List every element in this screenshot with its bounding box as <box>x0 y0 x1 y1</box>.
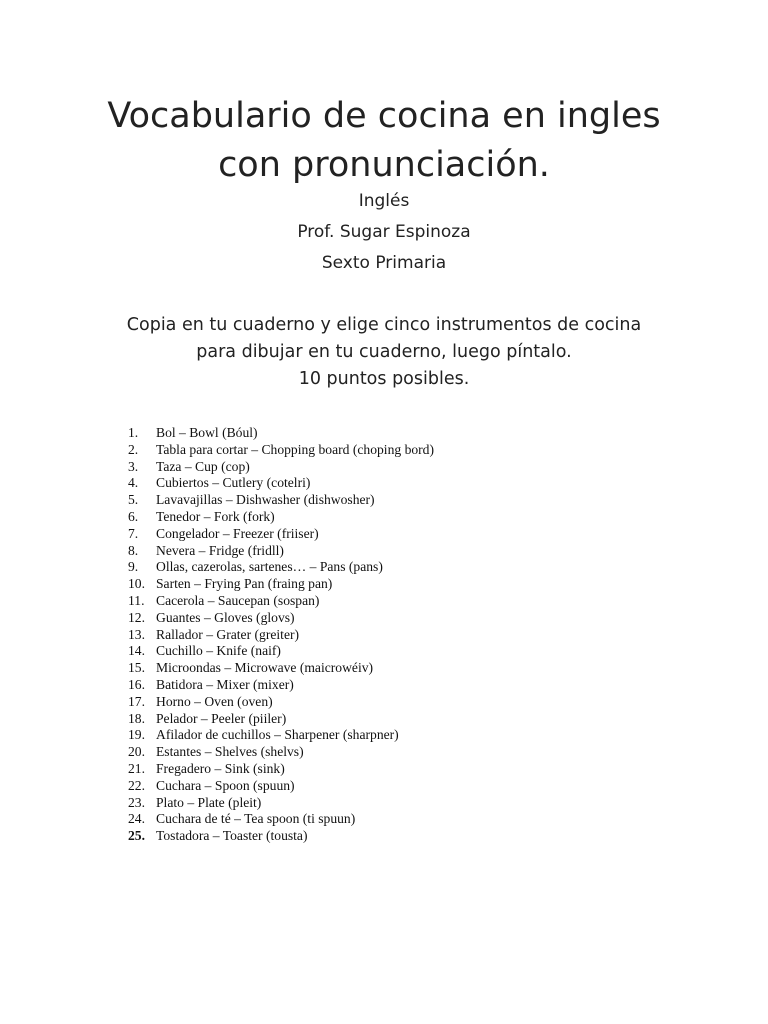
list-item-text: Batidora – Mixer (mixer) <box>156 676 294 692</box>
list-item-text: Cacerola – Saucepan (sospan) <box>156 592 320 608</box>
list-item <box>128 643 434 660</box>
list-item <box>128 509 434 526</box>
subject-label: Inglés <box>358 191 410 211</box>
list-item-text: Estantes – Shelves (shelvs) <box>156 744 304 760</box>
list-item-number: 25. <box>128 828 145 844</box>
list-item-text: Tenedor – Fork (fork) <box>156 508 275 524</box>
list-item-text: Horno – Oven (oven) <box>156 693 273 709</box>
list-item <box>128 694 434 711</box>
list-item-number: 9. <box>128 559 139 575</box>
list-item-number: 23. <box>128 794 145 810</box>
list-item <box>128 660 434 677</box>
list-item-number: 12. <box>128 609 145 625</box>
list-item <box>128 459 434 476</box>
grade-label: Sexto Primaria <box>321 253 447 273</box>
list-item-number: 17. <box>128 693 145 709</box>
list-item-text: Tostadora – Toaster (tousta) <box>156 828 308 844</box>
list-item-number: 1. <box>128 425 139 440</box>
list-item <box>128 627 434 644</box>
list-item-number: 2. <box>128 441 139 457</box>
list-item-number: 16. <box>128 676 145 692</box>
list-item-text: Congelador – Freezer (friiser) <box>156 525 319 541</box>
list-item-text: Sarten – Frying Pan (fraing pan) <box>156 576 333 592</box>
list-item-text: Cubiertos – Cutlery (cotelri) <box>156 475 311 491</box>
list-item <box>128 475 434 492</box>
list-item <box>128 492 434 509</box>
list-item-number: 3. <box>128 458 139 474</box>
list-item-text: Fregadero – Sink (sink) <box>156 760 285 776</box>
points-label: 10 puntos posibles. <box>298 369 470 389</box>
list-item <box>128 425 434 442</box>
list-item-number: 20. <box>128 744 145 760</box>
teacher-label: Prof. Sugar Espinoza <box>297 222 471 242</box>
list-item-text: Cuchara de té – Tea spoon (ti spuun) <box>156 811 356 827</box>
list-item-text: Tabla para cortar – Chopping board (choping bord) <box>156 441 435 457</box>
list-item-number: 18. <box>128 710 145 726</box>
list-item-text: Nevera – Fridge (fridll) <box>156 542 284 558</box>
list-item <box>128 778 434 795</box>
list-item-number: 5. <box>128 492 139 508</box>
list-item-number: 8. <box>128 542 139 558</box>
list-item <box>128 576 434 593</box>
list-item <box>128 543 434 560</box>
list-item-text: Lavavajillas – Dishwasher (dishwosher) <box>156 492 375 508</box>
list-item <box>128 610 434 627</box>
list-item-text: Taza – Cup (cop) <box>156 458 250 474</box>
list-item <box>128 811 434 828</box>
vocabulary-list <box>128 425 434 845</box>
list-item <box>128 593 434 610</box>
list-item <box>128 744 434 761</box>
list-item <box>128 711 434 728</box>
list-item-number: 22. <box>128 777 145 793</box>
list-item-number: 10. <box>128 576 145 592</box>
list-item-number: 7. <box>128 525 139 541</box>
list-item-number: 14. <box>128 643 145 659</box>
title-line-1: Vocabulario de cocina en ingles <box>107 96 661 136</box>
list-item-text: Afilador de cuchillos – Sharpener (sharpner) <box>156 727 399 743</box>
list-item <box>128 795 434 812</box>
list-item-text: Microondas – Microwave (maicrowéiv) <box>156 660 374 676</box>
list-item-text: Ollas, cazerolas, sartenes… – Pans (pans) <box>156 559 383 575</box>
page-title <box>0 92 768 190</box>
list-item-number: 13. <box>128 626 145 642</box>
list-item-number: 24. <box>128 811 145 827</box>
list-item-text: Bol – Bowl (Bóul) <box>156 425 258 440</box>
list-item-number: 15. <box>128 660 145 676</box>
list-item-text: Cuchara – Spoon (spuun) <box>156 777 295 793</box>
list-item-number: 11. <box>128 592 145 608</box>
list-item <box>128 526 434 543</box>
instructions <box>0 312 768 393</box>
list-item <box>128 761 434 778</box>
list-item <box>128 442 434 459</box>
instructions-line-2: para dibujar en tu cuaderno, luego píntalo. <box>196 342 572 362</box>
instructions-line-1: Copia en tu cuaderno y elige cinco instrumentos de cocina <box>126 315 642 335</box>
list-item-number: 19. <box>128 727 145 743</box>
list-item <box>128 828 434 845</box>
list-item-number: 4. <box>128 475 139 491</box>
list-item-text: Guantes – Gloves (glovs) <box>156 609 295 625</box>
list-item-number: 6. <box>128 508 139 524</box>
list-item <box>128 727 434 744</box>
list-item-number: 21. <box>128 760 145 776</box>
list-item <box>128 559 434 576</box>
list-item-text: Rallador – Grater (greiter) <box>156 626 300 642</box>
title-line-2: con pronunciación. <box>218 145 550 185</box>
list-item-text: Cuchillo – Knife (naif) <box>156 643 281 659</box>
list-item-text: Pelador – Peeler (piiler) <box>156 710 287 726</box>
list-item-text: Plato – Plate (pleit) <box>156 794 262 810</box>
list-item <box>128 677 434 694</box>
